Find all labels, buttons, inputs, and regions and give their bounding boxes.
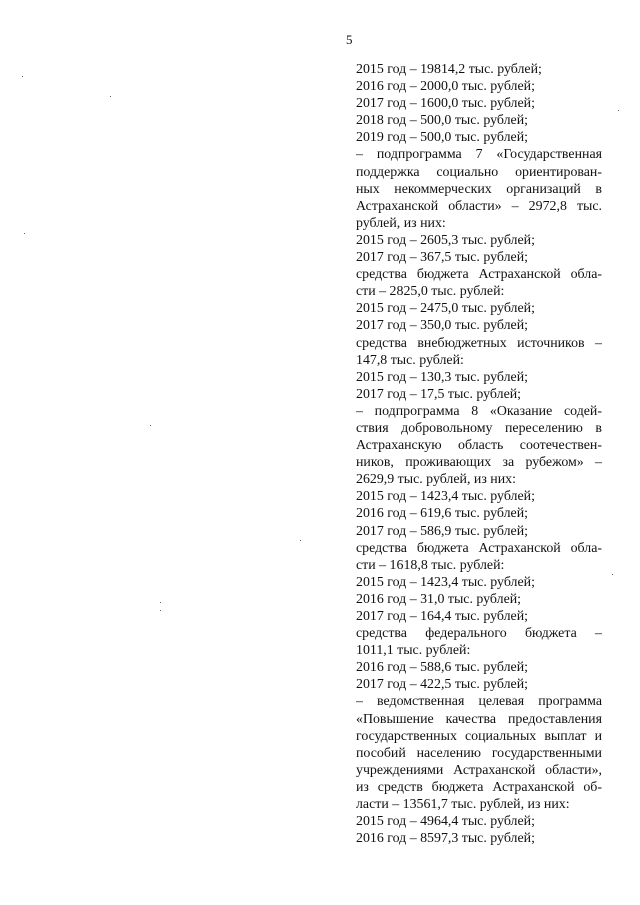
scan-speck — [22, 76, 23, 77]
text-line: 2017 год – 586,9 тыс. рублей; — [356, 523, 528, 539]
scan-speck — [24, 233, 25, 234]
text-line: 2016 год – 2000,0 тыс. рублей; — [356, 79, 535, 95]
scan-speck — [110, 96, 111, 97]
text-line: ласти – 13561,7 тыс. рублей, из них: — [356, 797, 570, 813]
text-line: 2629,9 тыс. рублей, из них: — [356, 472, 516, 488]
scan-speck — [300, 540, 301, 541]
text-line: пособий населению государственными — [356, 745, 602, 761]
text-line: учреждениями Астраханской области», — [356, 762, 602, 778]
text-line: 147,8 тыс. рублей: — [356, 352, 464, 368]
text-line: 2017 год – 17,5 тыс. рублей; — [356, 386, 522, 402]
text-line: 2017 год – 164,4 тыс. рублей; — [356, 609, 528, 624]
text-line: сти – 2825,0 тыс. рублей: — [356, 284, 505, 300]
text-line: 2016 год – 31,0 тыс. рублей; — [356, 591, 522, 607]
page-number: 5 — [346, 32, 353, 47]
text-line: поддержка социально ориентирован- — [356, 164, 602, 180]
text-line: 2017 год – 367,5 тыс. рублей; — [356, 250, 528, 266]
text-line: – подпрограмма 8 «Оказание содей- — [356, 403, 602, 419]
text-line: 2016 год – 619,6 тыс. рублей; — [356, 506, 528, 522]
scan-speck — [160, 602, 161, 603]
text-line: 1011,1 тыс. рублей: — [356, 643, 471, 659]
text-line: 2017 год – 350,0 тыс. рублей; — [356, 318, 528, 334]
scan-speck — [612, 574, 613, 575]
scan-speck — [618, 110, 619, 111]
text-line: 2016 год – 8597,3 тыс. рублей; — [356, 831, 535, 847]
text-line: – подпрограмма 7 «Государственная — [356, 147, 602, 163]
text-line: 2015 год – 2605,3 тыс. рублей; — [356, 232, 535, 248]
text-line: сти – 1618,8 тыс. рублей: — [356, 557, 505, 573]
scan-speck — [150, 425, 151, 426]
text-line: ных некоммерческих организаций в — [356, 181, 602, 197]
text-line: ствия добровольному переселению в — [356, 420, 602, 436]
text-line: ников, проживающих за рубежом» – — [356, 455, 602, 471]
text-line: – ведомственная целевая программа — [356, 694, 602, 710]
text-line: средства бюджета Астраханской обла- — [356, 267, 602, 283]
text-line: 2015 год – 4964,4 тыс. рублей; — [356, 814, 535, 830]
text-line: 2015 год – 1423,4 тыс. рублей; — [356, 489, 535, 505]
text-line: 2018 год – 500,0 тыс. рублей; — [356, 113, 528, 129]
text-line: 2015 год – 2475,0 тыс. рублей; — [356, 301, 535, 317]
text-line: «Повышение качества предоставления — [356, 711, 602, 727]
text-line: 2015 год – 1423,4 тыс. рублей; — [356, 574, 535, 590]
text-line: Астраханскую область соотечествен- — [356, 438, 602, 454]
text-line: Астраханской области» – 2972,8 тыс. — [356, 198, 602, 214]
text-line: 2015 год – 19814,2 тыс. рублей; — [356, 62, 542, 77]
text-line: средства бюджета Астраханской обла- — [356, 540, 602, 556]
text-line: средства внебюджетных источников – — [356, 335, 602, 351]
scan-speck — [160, 610, 161, 611]
text-line: 2019 год – 500,0 тыс. рублей; — [356, 130, 528, 146]
text-line: государственных социальных выплат и — [356, 728, 602, 744]
text-line: 2017 год – 1600,0 тыс. рублей; — [356, 96, 535, 112]
text-line: 2017 год – 422,5 тыс. рублей; — [356, 677, 528, 693]
text-column — [356, 61, 602, 847]
text-line: рублей, из них: — [356, 215, 446, 231]
text-line: 2015 год – 130,3 тыс. рублей; — [356, 369, 528, 385]
text-line: из средств бюджета Астраханской об- — [356, 779, 602, 795]
text-line: 2016 год – 588,6 тыс. рублей; — [356, 660, 528, 676]
text-line: средства федерального бюджета – — [356, 626, 602, 642]
